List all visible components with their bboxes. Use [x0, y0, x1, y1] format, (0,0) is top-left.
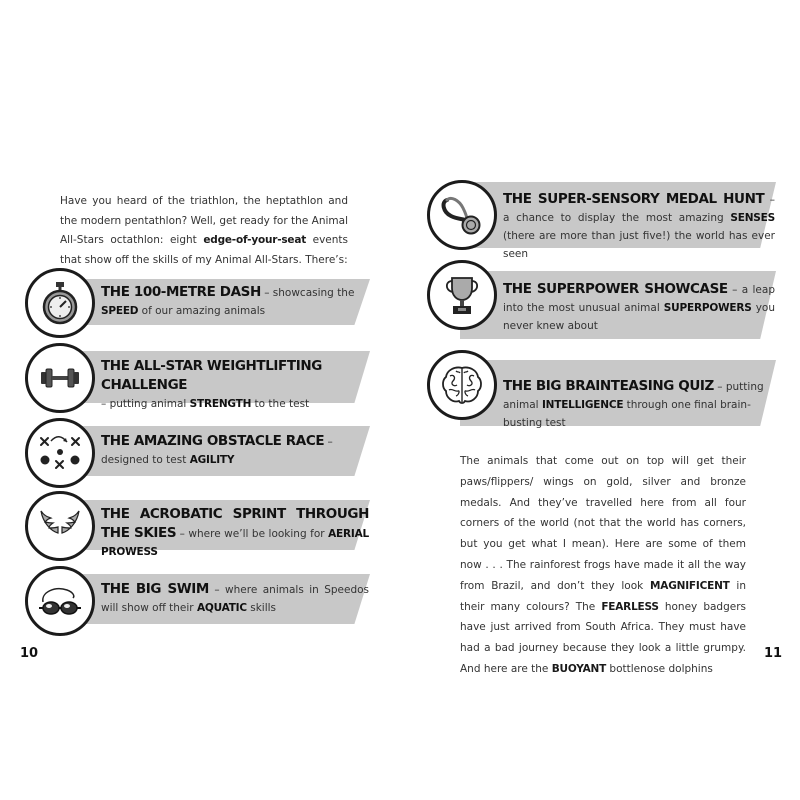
- event-desc-end: to the test: [251, 398, 310, 410]
- body-keyword: BUOYANT: [551, 662, 607, 675]
- event-desc: – where animals in Speedos will show off their: [101, 584, 370, 614]
- event-keyword: SUPERPOWERS: [663, 302, 752, 314]
- trophy-icon: [427, 260, 497, 330]
- event-obstacle-race: [25, 418, 370, 488]
- event-keyword: SENSES: [730, 212, 775, 224]
- event-keyword: AQUATIC: [196, 602, 247, 614]
- event-description: [101, 505, 369, 561]
- event-title: THE BIG SWIM: [101, 581, 209, 597]
- event-weightlifting: [25, 343, 370, 413]
- event-keyword: INTELLIGENCE: [541, 399, 624, 411]
- event-brainteasing-quiz: [427, 350, 777, 429]
- right-page: [400, 0, 800, 800]
- event-medal-hunt: [427, 180, 777, 260]
- intro-paragraph: [60, 192, 348, 270]
- intro-text: Have you heard of the triathlon, the heptathlon and the modern pentathlon? Well, get ready for the Animal All-Stars octathlon: eight: [60, 195, 348, 246]
- event-title: THE 100-METRE DASH: [101, 284, 261, 300]
- event-desc-end: through one final brain-busting test: [503, 399, 751, 429]
- event-description: [503, 190, 775, 263]
- event-description: [101, 580, 369, 617]
- event-desc: – designed to test: [101, 436, 333, 466]
- event-big-swim: [25, 566, 370, 636]
- event-desc: – where we’ll be looking for: [176, 528, 329, 540]
- intro-emphasis: edge-of-your-seat: [203, 234, 307, 246]
- event-acrobatic-sprint: [25, 491, 370, 561]
- event-desc-end: you never knew about: [503, 302, 775, 332]
- event-100-metre-dash: [25, 268, 370, 338]
- event-desc: – a leap into the most unusual animal: [503, 284, 775, 314]
- page-number: 11: [764, 646, 783, 661]
- page-number: 10: [20, 646, 39, 661]
- event-title: THE SUPERPOWER SHOWCASE: [503, 281, 728, 297]
- event-desc: – putting animal: [101, 398, 190, 410]
- event-desc: – showcasing the: [260, 287, 355, 299]
- event-title: THE ACROBATIC SPRINT THROUGH THE SKIES: [101, 506, 369, 541]
- body-keyword: FEARLESS: [601, 600, 659, 613]
- brain-icon: [427, 350, 497, 420]
- stopwatch-icon: [25, 268, 95, 338]
- event-desc-end: (there are more than just five!) the world has ever seen: [503, 230, 775, 260]
- swim-goggles-icon: [25, 566, 95, 636]
- body-text: in their many colours? The: [460, 579, 746, 613]
- event-keyword: AGILITY: [189, 454, 235, 466]
- intro-text-end: events that show off the skills of my Animal All-Stars. There’s:: [60, 234, 348, 266]
- event-keyword: STRENGTH: [189, 398, 252, 410]
- event-description: [503, 280, 775, 335]
- body-keyword: MAGNIFICENT: [650, 579, 730, 592]
- event-description: [503, 377, 775, 432]
- body-text: honey badgers have just arrived from South Africa. They must have had a bad journey because they look a little grumpy. And here are the: [460, 600, 746, 675]
- wings-icon: [25, 491, 95, 561]
- event-title: THE BIG BRAINTEASING QUIZ: [503, 378, 714, 394]
- body-text: bottlenose dolphins: [606, 662, 713, 675]
- body-text: The animals that come out on top will get their paws/flippers/ wings on gold, silver and bronze medals. And they’ve travelled here from all four corners of the world (not that the world has corners, but you get what I mean). Here are some of them now . . . The rainforest frogs have made it all the way from Brazil, and don’t they look: [460, 455, 746, 592]
- event-title: THE SUPER-SENSORY MEDAL HUNT: [503, 191, 765, 207]
- event-desc: – a chance to display the most amazing: [503, 194, 776, 224]
- event-description: [101, 283, 363, 320]
- event-title: THE ALL-STAR WEIGHTLIFTING CHALLENGE: [101, 358, 322, 393]
- barbell-icon: [25, 343, 95, 413]
- event-desc-end: of our amazing animals: [138, 305, 266, 317]
- body-paragraph: [460, 451, 746, 680]
- event-title: THE AMAZING OBSTACLE RACE: [101, 433, 325, 449]
- event-desc-end: skills: [246, 602, 277, 614]
- tactics-diagram-icon: [25, 418, 95, 488]
- event-description: [101, 357, 363, 413]
- event-description: [101, 432, 363, 469]
- event-keyword: SPEED: [101, 305, 139, 317]
- event-desc: – putting animal: [503, 381, 764, 411]
- medal-icon: [427, 180, 497, 250]
- event-superpower-showcase: [427, 260, 777, 330]
- event-keyword: AERIAL PROWESS: [101, 528, 369, 558]
